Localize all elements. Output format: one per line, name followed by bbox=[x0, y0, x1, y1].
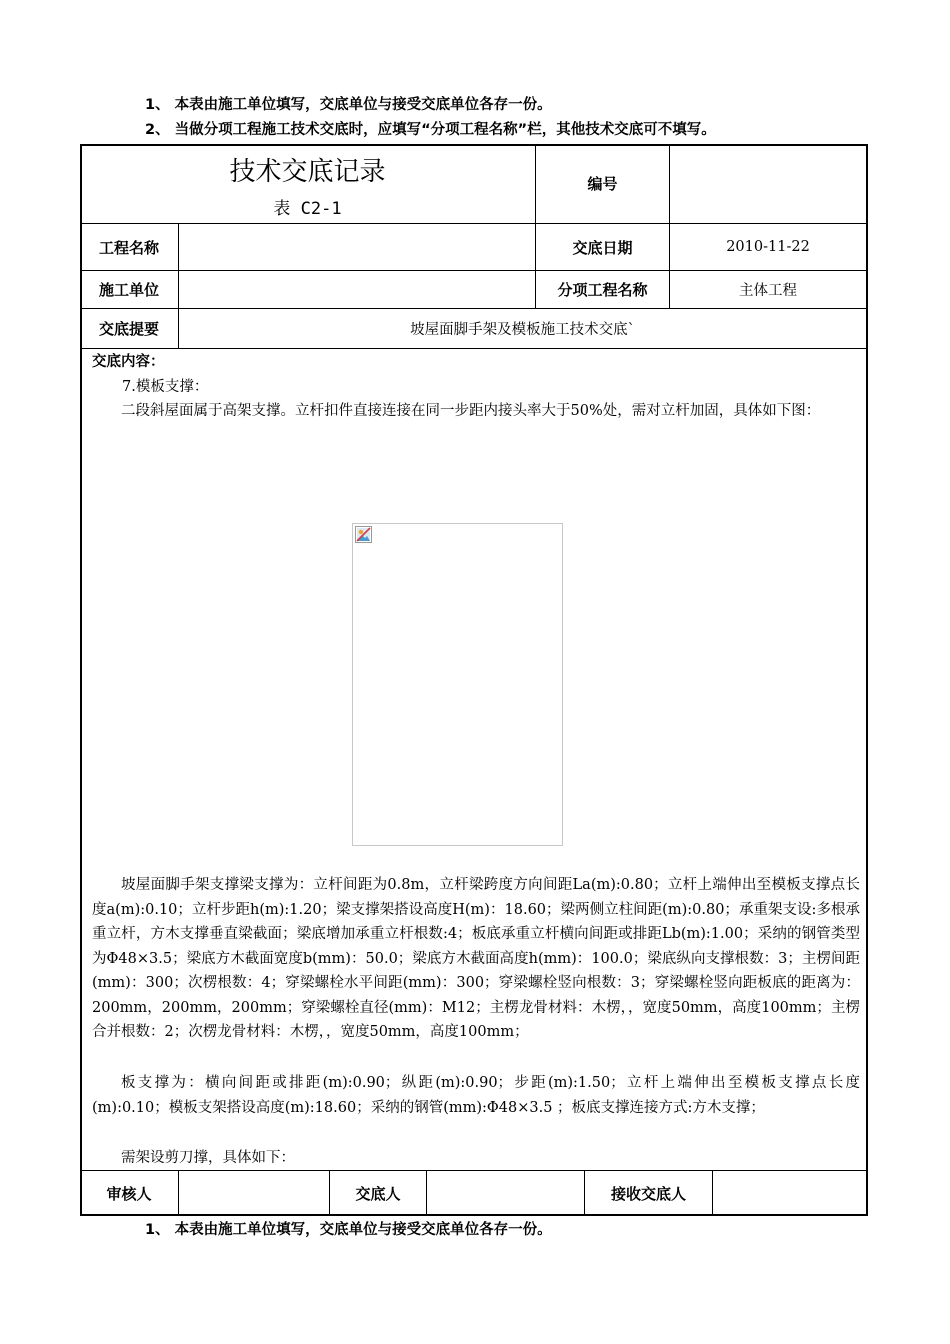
support-diagram-image bbox=[352, 523, 563, 846]
bracing-text: 需架设剪刀撑，具体如下： bbox=[121, 1150, 295, 1166]
instruction-note-bottom: 1、 本表由施工单位填写，交底单位与接受交底单位各存一份。 bbox=[145, 1222, 552, 1238]
date-label: 交底日期 bbox=[572, 238, 633, 257]
summary-value[interactable]: 坡屋面脚手架及模板施工技术交底` bbox=[410, 322, 635, 338]
date-value[interactable]: 2010-11-22 bbox=[726, 239, 810, 255]
project-name-field[interactable] bbox=[179, 224, 535, 270]
number-label: 编号 bbox=[587, 175, 618, 193]
form-code: 表 C2-1 bbox=[273, 199, 342, 219]
contractor-field[interactable] bbox=[179, 271, 535, 308]
receiver-label: 接收交底人 bbox=[610, 1185, 686, 1203]
reviewer-label: 审核人 bbox=[106, 1185, 152, 1203]
instruction-note-1: 1、 本表由施工单位填写，交底单位与接受交底单位各存一份。 bbox=[145, 97, 552, 113]
subproject-value[interactable]: 主体工程 bbox=[739, 283, 797, 299]
beam-support-text: 坡屋面脚手架支撑梁支撑为：立杆间距为0.8m，立杆梁跨度方向间距La(m):0.80；立杆上端伸出至模板支撑点长度a(m):0.10；立杆步距h(m):1.20；梁支撑架搭设高度H(m)：18.60；梁两侧立柱间距(m):0.80；承重架支设:多根承重立杆，方木支撑垂直梁截面；梁底增加承重立杆根数:4；板底承重立杆横向间距或排距Lb(m):1.00；采纳的钢管类型为Φ48×3.5；梁底方木截面宽度b(mm)：50.0；梁底方木截面高度h(mm)：100.0；梁底纵向支撑根数：3；主楞间距(mm)：300；次楞根数：4；穿梁螺栓水平间距(mm)：300；穿梁螺栓竖向根数：3；穿梁螺栓竖向距板底的距离为：200mm，200mm，200mm；穿梁螺栓直径(mm)：M12；主楞龙骨材料：木楞，，宽度50mm，高度100mm；主楞合并根数：2；次楞龙骨材料：木楞，，宽度50mm，高度100mm； bbox=[92, 877, 860, 1040]
receiver-signature-field[interactable] bbox=[713, 1171, 866, 1216]
reviewer-signature-field[interactable] bbox=[179, 1171, 329, 1216]
summary-label: 交底提要 bbox=[98, 320, 159, 338]
content-heading: 交底内容： bbox=[92, 354, 165, 370]
subproject-label: 分项工程名称 bbox=[557, 281, 648, 299]
discloser-signature-field[interactable] bbox=[427, 1171, 584, 1216]
row-divider bbox=[80, 348, 868, 349]
number-field[interactable] bbox=[670, 144, 866, 223]
discloser-label: 交底人 bbox=[355, 1185, 401, 1203]
project-name-label: 工程名称 bbox=[98, 238, 159, 257]
form-title: 技术交底记录 bbox=[229, 157, 386, 187]
section-heading: 7.模板支撑： bbox=[122, 379, 209, 395]
broken-image-icon bbox=[355, 526, 372, 543]
bracing-paragraph bbox=[92, 1146, 860, 1171]
beam-support-paragraph bbox=[92, 873, 860, 1045]
instruction-note-2: 2、 当做分项工程施工技术交底时，应填写“分项工程名称”栏，其他技术交底可不填写。 bbox=[145, 122, 716, 138]
intro-paragraph bbox=[92, 399, 860, 424]
slab-support-text: 板支撑为：横向间距或排距(m):0.90；纵距(m):0.90；步距(m):1.50；立杆上端伸出至模板支撑点长度(m):0.10；模板支架搭设高度(m):18.60；采纳的钢管(mm):Φ48×3.5 ；板底支撑连接方式:方木支撑； bbox=[92, 1075, 860, 1116]
intro-text: 二段斜屋面属于高架支撑。立杆扣件直接连接在同一步距内接头率大于50%处，需对立杆加固，具体如下图： bbox=[121, 403, 821, 419]
slab-support-paragraph bbox=[92, 1071, 860, 1120]
contractor-label: 施工单位 bbox=[98, 281, 159, 299]
